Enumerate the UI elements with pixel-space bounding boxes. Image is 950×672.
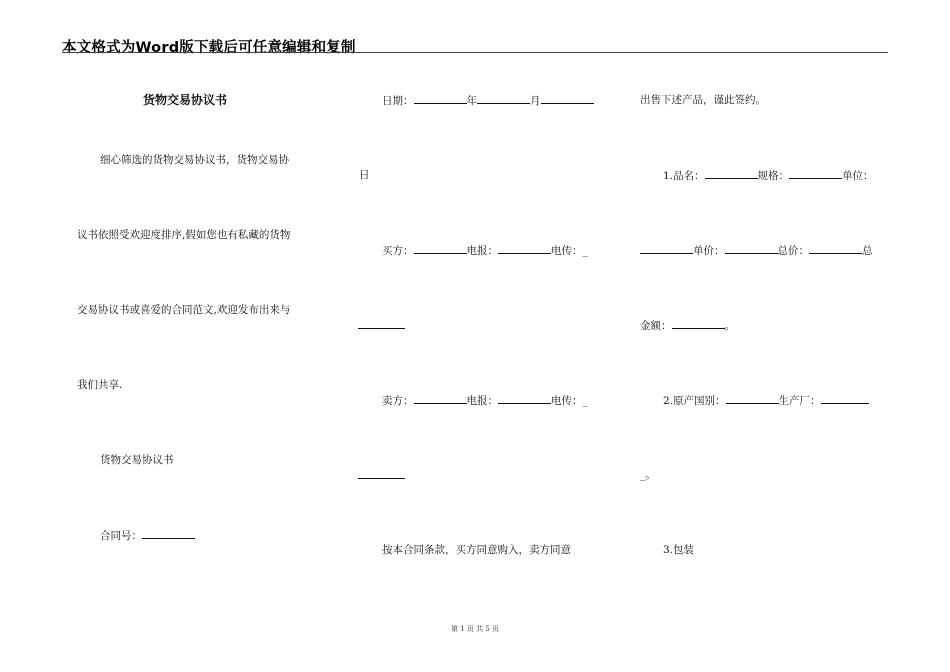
seller-row <box>382 393 588 408</box>
agreement-text: 按本合同条款，买方同意购入，卖方同意 <box>382 544 571 556</box>
origin-blank <box>726 393 779 404</box>
section-subtitle: 货物交易协议书 <box>100 454 174 466</box>
contract-number-row <box>100 528 195 543</box>
spec-label: 规格： <box>757 170 790 182</box>
seller-fax-blank <box>358 468 405 479</box>
buyer-fax-label: 电传：_ <box>551 245 588 257</box>
total-price-blank <box>809 243 862 254</box>
date-row <box>382 93 594 108</box>
spec-blank <box>789 168 842 179</box>
contract-number-blank <box>142 528 195 539</box>
buyer-telegram-label: 电报： <box>466 245 498 257</box>
year-label: 年 <box>466 95 477 107</box>
product-name-label: 1.品名： <box>663 170 705 182</box>
packaging-label: 3.包装 <box>663 544 695 556</box>
document-title: 货物交易协议书 <box>143 93 228 107</box>
year-blank <box>414 93 467 104</box>
intro-line-3: 交易协议书或喜爱的合同范文,欢迎发布出来与 <box>77 304 291 316</box>
month-label: 月 <box>530 95 541 107</box>
factory-blank <box>821 393 869 404</box>
intro-line-1: 细心筛选的货物交易协议书，货物交易协 <box>100 154 289 166</box>
price-row <box>640 243 873 258</box>
buyer-row <box>382 243 588 258</box>
buyer-label: 买方： <box>382 245 414 257</box>
buyer-fax-blank <box>358 318 405 329</box>
amount-blank <box>672 318 725 329</box>
date-label: 日期： <box>382 95 414 107</box>
unit-price-label: 单价： <box>693 245 725 257</box>
seller-telegram-blank <box>498 393 551 404</box>
amount-row <box>640 318 735 333</box>
seller-label: 卖方： <box>382 395 414 407</box>
total-price-label: 总价： <box>777 245 809 257</box>
seller-fax-label: 电传：_ <box>551 395 588 407</box>
header-rule <box>62 52 888 53</box>
unit-price-blank <box>725 243 778 254</box>
unit-label: 单位： <box>842 170 874 182</box>
month-blank <box>477 93 530 104</box>
factory-label: 生产厂： <box>778 395 821 407</box>
day-blank <box>541 93 594 104</box>
signing-line: 出售下述产品，谨此签约。 <box>640 94 766 106</box>
buyer-fax-continuation <box>358 318 405 333</box>
intro-line-2: 议书依照受欢迎度排序,假如您也有私藏的货物 <box>77 229 291 241</box>
total-suffix: 总 <box>862 245 873 257</box>
amount-label: 金额： <box>640 320 672 332</box>
buyer-blank <box>414 243 467 254</box>
item2-row <box>663 393 869 408</box>
document-banner: 本文格式为Word版下载后可任意编辑和复制 <box>62 40 356 56</box>
seller-telegram-label: 电报： <box>466 395 498 407</box>
intro-line-4: 我们共享. <box>77 379 123 391</box>
origin-label: 2.原产国别： <box>663 395 726 407</box>
day-label: 日 <box>359 169 370 181</box>
contract-number-label: 合同号： <box>100 530 142 542</box>
page-footer: 第 1 页 共 5 页 <box>450 625 500 633</box>
product-name-blank <box>705 168 758 179</box>
seller-blank <box>414 393 467 404</box>
item1-row <box>663 168 874 183</box>
buyer-telegram-blank <box>498 243 551 254</box>
amount-suffix: 。 <box>724 320 735 332</box>
seller-fax-continuation <box>358 468 405 483</box>
item2-end: _。 <box>640 469 656 481</box>
unit-blank <box>640 243 693 254</box>
